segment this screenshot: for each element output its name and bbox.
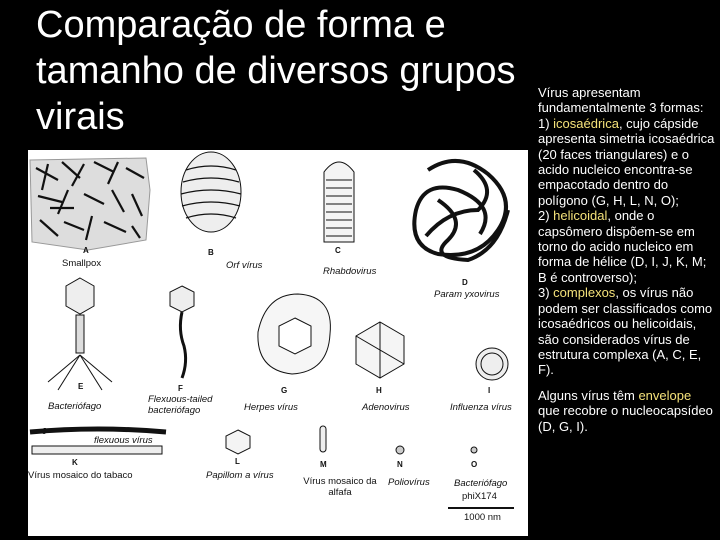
smallpox-drawing <box>30 158 150 250</box>
papilloma-drawing <box>226 430 250 454</box>
letter-o: O <box>471 460 478 469</box>
item-complexos: 3) complexos, os vírus não podem ser classificados como icosaédricos ou helicoidais, são considerados vírus de estrutura complexa (A, C, E, F). <box>538 285 713 378</box>
label-paramyxovirus: Param yxovirus <box>434 289 500 300</box>
item-helicoidal: 2) helicoidal, onde o capsômero dispõem-se em torno do acido nucleico em forma de hélice (D, I, J, K, M; B é controverso); <box>538 208 707 285</box>
label-herpes: Herpes vírus <box>244 402 298 413</box>
envelope-text: Alguns vírus têm envelope que recobre o nucleocapsídeo (D, G, I). <box>538 387 713 434</box>
letter-i: I <box>488 386 491 395</box>
letter-b: B <box>208 248 214 257</box>
polio-drawing <box>396 446 404 454</box>
flexuous-tailed-phage-drawing <box>170 286 194 378</box>
keyword-envelope: envelope <box>638 387 692 403</box>
label-orf: Orf vírus <box>226 260 263 271</box>
letter-f: F <box>178 384 183 393</box>
adenovirus-drawing <box>356 322 404 378</box>
slide-title: Comparação de forma e tamanho de diversos grupos virais <box>36 4 516 138</box>
label-flexuous-tailed: Flexuous-tailed bacteriófago <box>148 394 213 416</box>
bacteriophage-drawing <box>48 278 112 390</box>
virus-figure <box>28 150 528 536</box>
label-flexuous: flexuous vírus <box>94 435 153 446</box>
keyword-helicoidal: helicoidal <box>553 208 608 224</box>
label-adenovirus: Adenovirus <box>362 402 410 413</box>
keyword-icosaedrica: icosaédrica <box>553 115 619 131</box>
rhabdovirus-drawing <box>324 162 354 242</box>
label-scale: 1000 nm <box>464 512 501 523</box>
letter-n: N <box>397 460 403 469</box>
letter-k: K <box>72 458 78 467</box>
flexuous-rod-drawing <box>30 429 166 432</box>
letter-c: C <box>335 246 341 255</box>
herpes-drawing <box>258 294 331 374</box>
label-rhabdovirus: Rhabdovirus <box>323 266 377 277</box>
intro-text: Vírus apresentam fundamentalmente 3 formas: <box>538 85 704 116</box>
label-phi-line1: Bacteriófago <box>454 478 508 489</box>
orf-virus-drawing <box>181 152 241 232</box>
letter-j: J <box>42 427 47 436</box>
paramyxovirus-drawing <box>414 161 508 260</box>
letter-d: D <box>462 278 468 287</box>
side-text-panel <box>538 85 716 434</box>
letter-e: E <box>78 382 84 391</box>
phix174-drawing <box>471 447 477 453</box>
label-influenza: Influenza vírus <box>450 402 512 413</box>
letter-a: A <box>83 246 89 255</box>
keyword-complexos: complexos <box>553 285 616 301</box>
letter-h: H <box>376 386 382 395</box>
letter-g: G <box>281 386 288 395</box>
label-polio: Poliovírus <box>388 477 430 488</box>
label-tabaco: Vírus mosaico do tabaco <box>28 470 133 481</box>
letter-m: M <box>320 460 327 469</box>
label-papilloma: Papillom a vírus <box>206 470 274 481</box>
item-icosaedrica: 1) icosaédrica, cujo cápside apresenta simetria icosaédrica (20 faces triangulares) e o acido nucleico encontra-se empacotado dentro do polígono (G, H, L, N, O); <box>538 115 715 208</box>
label-smallpox: Smallpox <box>62 258 102 269</box>
label-alfafa: Vírus mosaico da alfafa <box>303 476 377 498</box>
label-bacteriofago: Bacteriófago <box>48 401 102 412</box>
letter-l: L <box>235 457 240 466</box>
alfalfa-mosaic-drawing <box>320 426 326 452</box>
label-phi-line2: phiX174 <box>462 491 497 502</box>
influenza-drawing <box>476 348 508 380</box>
tobacco-mosaic-drawing <box>32 446 162 454</box>
